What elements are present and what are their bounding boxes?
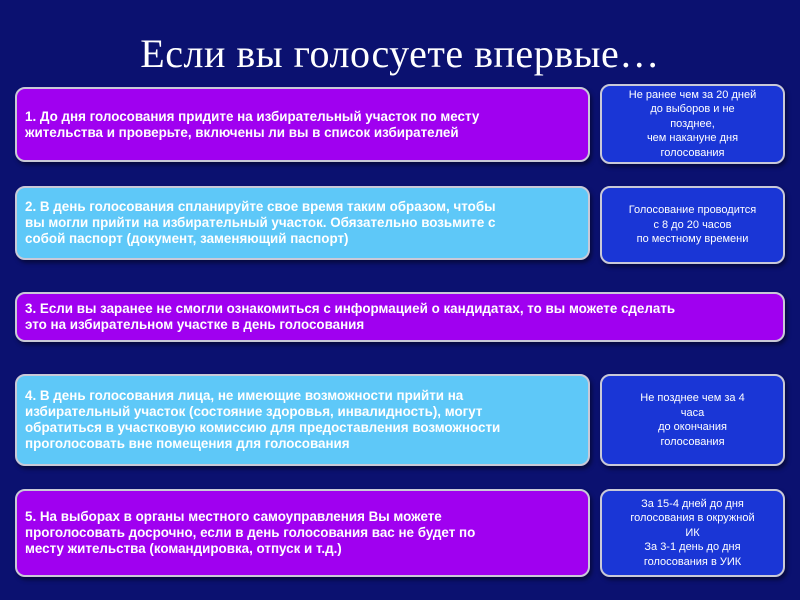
step-2-box: [15, 186, 590, 260]
note-5-box: [600, 489, 785, 577]
note-1-text: Не ранее чем за 20 дней до выборов и не позднее, чем накануне дня голосования: [628, 88, 757, 159]
note-4-box: [600, 374, 785, 466]
note-4-text: Не позднее чем за 4 часа до окончания голосования: [640, 392, 745, 448]
step-2-text: 2. В день голосования спланируйте свое время таким образом, чтобы вы могли прийти на избирательный участок. Обязательно возьмите с собой паспорт (документ, заменяющий паспорт): [25, 199, 496, 246]
note-5-text: За 15-4 дней до дня голосования в окружной ИК За 3-1 день до дня голосования в УИК: [630, 497, 755, 568]
step-4-text: 4. В день голосования лица, не имеющие возможности прийти на избирательный участок (состояние здоровья, инвалидность), могут обратиться в участковую комиссию для предоставления возможности проголосовать вне помещения для голосования: [25, 388, 501, 451]
step-1-box: [15, 87, 590, 162]
step-5-box: [15, 489, 590, 577]
step-3-box: [15, 292, 785, 342]
slide-title: Если вы голосуете впервые…: [140, 31, 660, 76]
note-2-box: [600, 186, 785, 264]
step-3-text: 3. Если вы заранее не смогли ознакомиться с информацией о кандидатах, то вы можете сделать это на избирательном участке в день голосования: [25, 301, 676, 332]
step-4-box: [15, 374, 590, 466]
step-5-text: 5. На выборах в органы местного самоуправления Вы можете проголосовать досрочно, если в день голосования вас не будет по месту жительства (командировка, отпуск и т.д.): [25, 509, 476, 556]
note-2-text: Голосование проводится с 8 до 20 часов по местному времени: [628, 204, 757, 246]
step-1-text: 1. До дня голосования придите на избирательный участок по месту жительства и проверьте, включены ли вы в список избирателей: [25, 108, 480, 140]
note-1-box: [600, 84, 785, 164]
